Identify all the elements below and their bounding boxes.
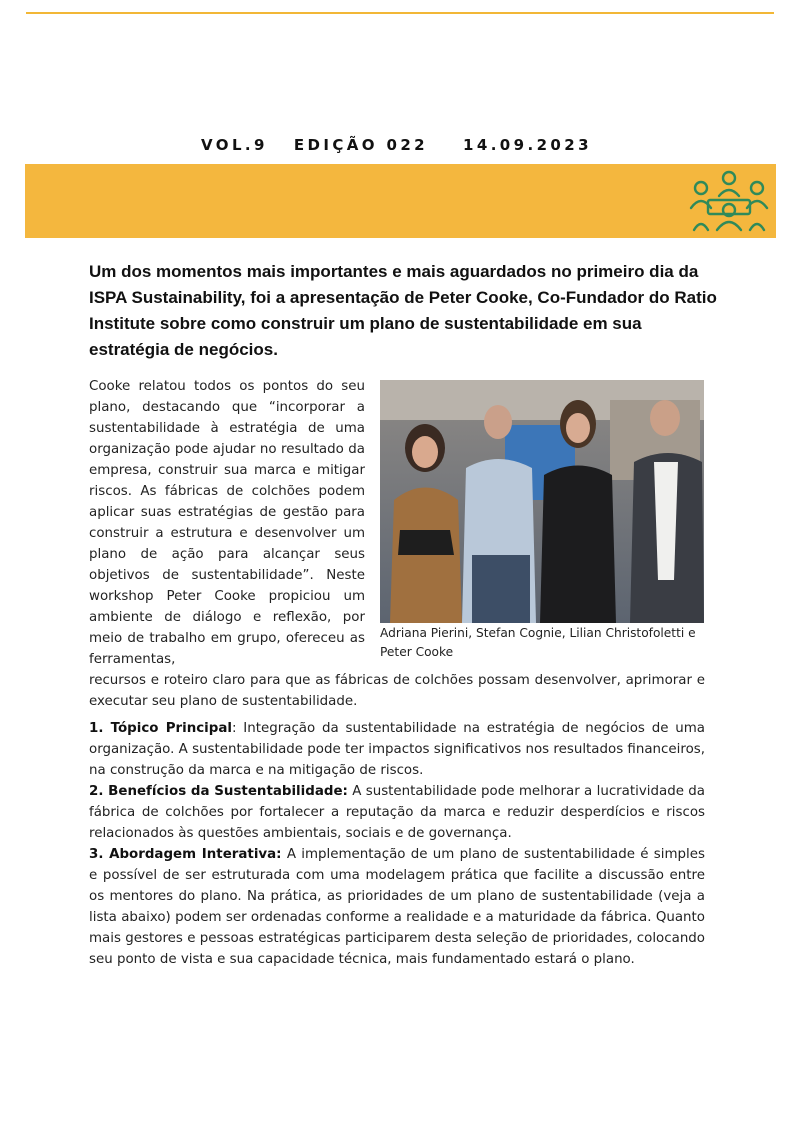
point-text: : Integração da sustentabilidade na estratégia de negócios de uma organização. A sustentabilidade pode ter impactos significativos nos resultados financeiros, na construção da marca e na mitigação de riscos. — [89, 721, 705, 778]
photo-caption: Adriana Pierini, Stefan Cognie, Lilian Christofoletti e Peter Cooke — [380, 626, 696, 659]
point-text: A implementação de um plano de sustentabilidade é simples e possível de ser estruturada com uma modelagem prática que facilite a discussão entre os mentores do plano. Na prática, as prioridades de um plano de sustentabilidade (veja a lista abaixo) podem ser ordenadas conforme a realidade e a maturidade da fábrica. Quanto mais gestores e pessoas estratégicas participarem desta seleção de prioridades, colocando seu ponto de vista e sua capacidade técnica, mais fundamentado estará o plano. — [89, 847, 705, 967]
point-text: A sustentabilidade pode melhorar a lucratividade da fábrica de colchões por fortalecer a reputação da marca e reduzir desperdícios e riscos relacionados às questões ambientais, sociais e de governança. — [89, 784, 705, 841]
lead-paragraph: Um dos momentos mais importantes e mais aguardados no primeiro dia da ISPA Sustainability, foi a apresentação de Peter Cooke, Co-Fundador do Ratio Institute sobre como construir um plano de sustentabilidade em sua estratégia de negócios. — [89, 262, 717, 359]
group-photo — [380, 380, 704, 623]
point-title: 1. Tópico Principal — [89, 721, 232, 736]
list-item — [89, 844, 705, 970]
top-divider — [26, 12, 774, 14]
points-list — [89, 718, 705, 970]
list-item — [89, 781, 705, 844]
article-continued-text: recursos e roteiro claro para que as fábricas de colchões possam desenvolver, aprimorar e executar seu plano de sustentabilidade. — [89, 673, 705, 709]
point-title: 2. Benefícios da Sustentabilidade: — [89, 784, 348, 799]
list-item — [89, 718, 705, 781]
article-column-text: Cooke relatou todos os pontos do seu plano, destacando que “incorporar a sustentabilidade à estratégia de uma organização pode ajudar no resultado da empresa, construir sua marca e mitigar riscos. As fábricas de colchões podem aplicar suas estratégias de gestão para construir a estrutura e desenvolver um plano de ação para alcançar seus objetivos de sustentabilidade”. Neste workshop Peter Cooke propiciou um ambiente de diálogo e reflexão, por meio de trabalho em grupo, ofereceu as ferramentas, — [89, 379, 365, 667]
date-label: 14.09.2023 — [463, 136, 592, 154]
point-title: 3. Abordagem Interativa: — [89, 847, 282, 862]
team-meeting-icon — [686, 168, 772, 234]
issue-line — [0, 136, 793, 154]
header-banner — [25, 164, 776, 238]
volume-label: VOL.9 — [201, 136, 268, 154]
edition-label: EDIÇÃO 022 — [293, 136, 429, 154]
